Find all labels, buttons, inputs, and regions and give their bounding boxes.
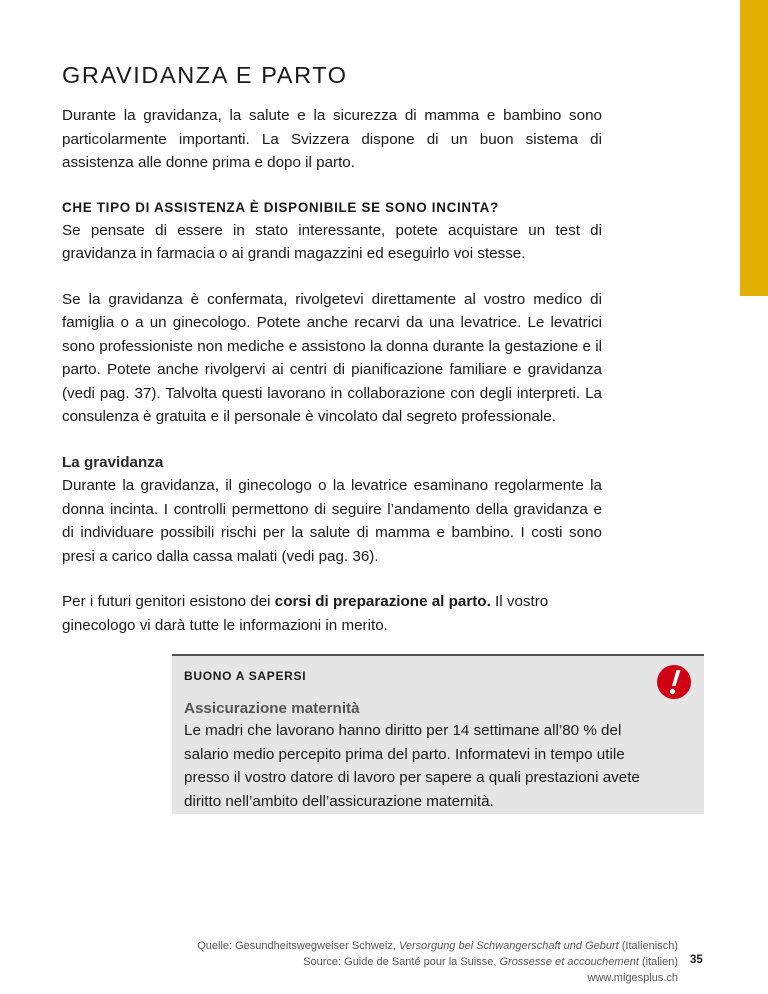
intro-paragraph: Durante la gravidanza, la salute e la sicurezza di mamma e bambino sono particolarmente importanti. La Svizzera dispone di un buon sistema di assistenza alle donne prima e dopo il parto. bbox=[62, 107, 602, 171]
source-footer bbox=[197, 938, 678, 986]
footer-line2-title: Grossesse et accouchement bbox=[499, 956, 639, 968]
page-number: 35 bbox=[690, 954, 703, 966]
section-heading: CHE TIPO DI ASSISTENZA È DISPONIBILE SE SONO INCINTA? bbox=[62, 199, 499, 215]
page-title: GRAVIDANZA E PARTO bbox=[62, 62, 348, 88]
paragraph-doctor: Se la gravidanza è confermata, rivolgetevi direttamente al vostro medico di famiglia o a un ginecologo. Potete anche recarvi da una levatrice. Le levatrici sono professioniste non mediche e assistono la donna durante la gestazione e il parto. Potete anche rivolgervi ai centri di pianificazione familiare e gravidanza (vedi pag. 37). Talvolta questi lavorano in collaborazione con degli interpreti. La consulenza è gratuita e il personale è vincolato dal segreto professionale. bbox=[62, 290, 602, 425]
footer-source-fr bbox=[197, 954, 678, 970]
info-box-title: Assicurazione maternità bbox=[184, 700, 360, 717]
info-box-text: Le madri che lavorano hanno diritto per 14 settimane all’80 % del salario medio percepito prima del parto. Informatevi in tempo utile presso il vostro datore di lavoro per sapere a quali prestazioni avete diritto nell’ambito dell’assicurazione maternità. bbox=[184, 722, 640, 810]
main-content bbox=[62, 60, 602, 637]
exclamation-icon bbox=[656, 664, 692, 700]
footer-website: www.migesplus.ch bbox=[587, 972, 678, 984]
footer-line2-suffix: (italien) bbox=[638, 956, 678, 968]
paragraph-test: Se pensate di essere in stato interessante, potete acquistare un test di gravidanza in farmacia o ai grandi magazzini ed eseguirlo voi stesse. bbox=[62, 221, 602, 262]
footer-line2-prefix: Source: Guide de Santé pour la Suisse, bbox=[303, 956, 500, 968]
info-box-label: BUONO A SAPERSI bbox=[184, 669, 307, 683]
courses-text-bold: corsi di preparazione al parto. bbox=[274, 593, 491, 610]
subheading-gravidanza: La gravidanza bbox=[62, 453, 164, 471]
footer-line1-title: Versorgung bei Schwangerschaft und Geburt bbox=[398, 940, 619, 952]
paragraph-controls: Durante la gravidanza, il ginecologo o la levatrice esaminano regolarmente la donna incinta. I controlli permettono di seguire l’andamento della gravidanza e di individuare possibili rischi per la salute di mamma e bambino. I costi sono presi a carico dalla cassa malati (vedi pag. 36). bbox=[62, 477, 602, 565]
footer-source-de bbox=[197, 938, 678, 954]
footer-line1-prefix: Quelle: Gesundheitswegweiser Schweiz, bbox=[197, 940, 399, 952]
paragraph-courses bbox=[62, 590, 602, 637]
courses-text-prefix: Per i futuri genitori esistono dei bbox=[62, 593, 275, 610]
courses-text-suffix: Il vostro ginecologo vi darà tutte le informazioni in merito. bbox=[62, 593, 549, 634]
info-box bbox=[172, 654, 704, 814]
chapter-tab bbox=[740, 0, 768, 296]
footer-line1-suffix: (Italienisch) bbox=[618, 940, 678, 952]
